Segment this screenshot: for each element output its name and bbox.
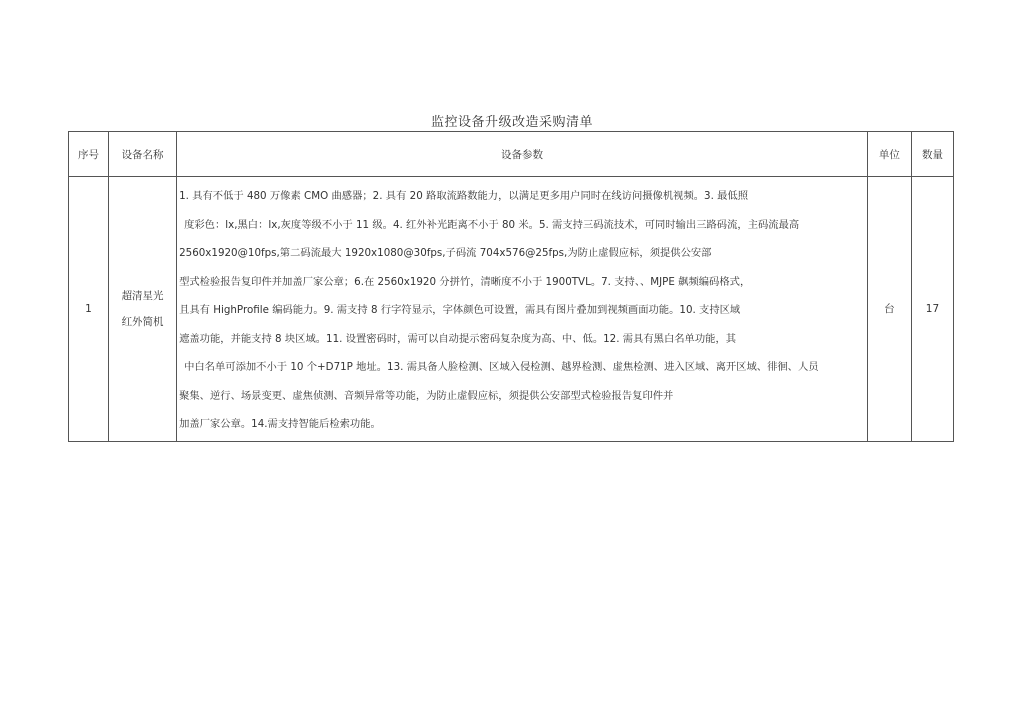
device-name-line: 红外简机 [121, 315, 164, 328]
row-index: 1 [69, 177, 109, 442]
device-name-line: 超清星光 [121, 289, 164, 302]
row-device-name [109, 177, 177, 442]
table-header-row [69, 132, 954, 177]
header-quantity: 数量 [911, 132, 953, 177]
param-line: 2560x1920@10fps,第二码流最大 1920x1080@30fps,子码流 704x576@25fps,为防止虚假应标，须提供公安部 [179, 247, 712, 259]
param-line: 中白名单可添加不小于 10 个+D71P 地址。13. 需具备人脸检测、区域入侵检测、越界检测、虚焦检测、进入区域、离开区域、徘徊、人员 [184, 361, 819, 373]
row-unit: 台 [867, 177, 911, 442]
procurement-table [68, 131, 954, 442]
param-line: 加盖厂家公章。14.需支持智能后检索功能。 [179, 418, 381, 430]
param-line: 聚集、逆行、场景变更、虚焦侦测、音频异常等功能，为防止虚假应标，须提供公安部型式检验报告复印件并 [179, 389, 674, 402]
header-name: 设备名称 [109, 132, 177, 177]
param-line: 度彩色：lx,黑白：lx,灰度等级不小于 11 级。4. 红外补光距离不小于 80 米。5. 需支持三码流技术，可同时输出三路码流，主码流最高 [184, 218, 800, 231]
param-line: 1. 具有不低于 480 万像素 CMO 曲感器；2. 具有 20 路取流路数能力，以满足更多用户同时在线访问摄像机视频。3. 最低照 [179, 190, 749, 202]
param-line: 型式检验报告复印件并加盖厂家公章；6.在 2560x1920 分拼竹，清晰度不小于 1900TVL。7. 支持、、MJPE 飙频编码格式， [179, 275, 751, 288]
header-unit: 单位 [867, 132, 911, 177]
document-title: 监控设备升级改造采购清单 [430, 115, 593, 130]
param-line: 且具有 HighProfile 编码能力。9. 需支持 8 行字符显示，字体颜色可设置，需具有图片叠加到视频画面功能。10. 支持区域 [179, 304, 741, 316]
header-params: 设备参数 [177, 132, 868, 177]
table-row [69, 177, 954, 442]
row-quantity: 17 [911, 177, 953, 442]
param-line: 遮盖功能，并能支持 8 块区域。11. 设置密码时，需可以自动提示密码复杂度为高、中、低。12. 需具有黑白名单功能，其 [179, 332, 737, 345]
row-device-params [177, 177, 868, 442]
header-index: 序号 [69, 132, 109, 177]
